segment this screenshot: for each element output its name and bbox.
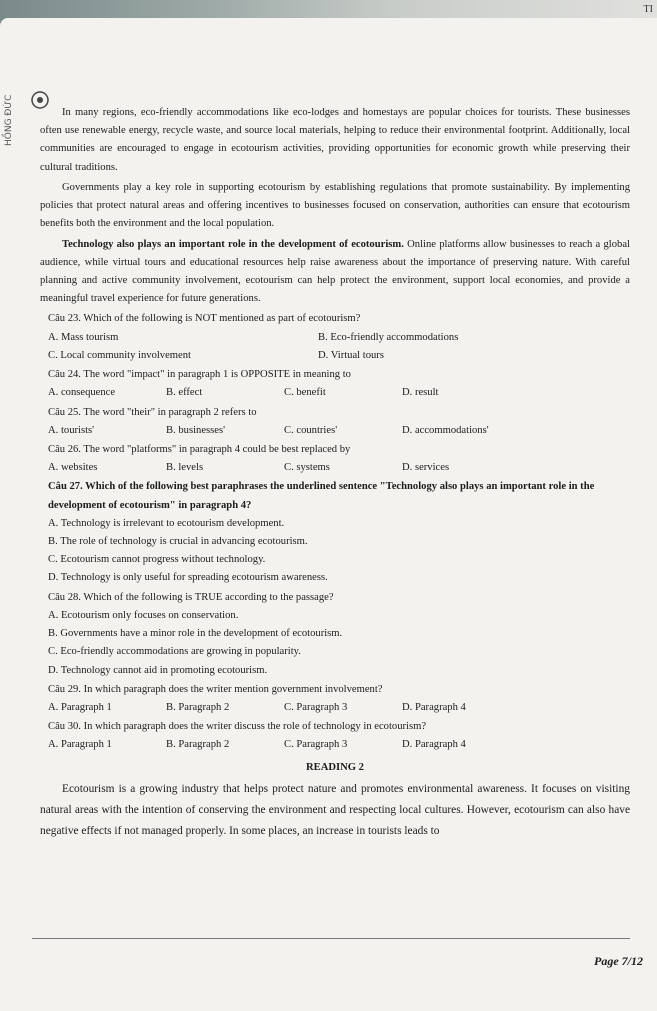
option-d[interactable]: D. Technology cannot aid in promoting ecotourism. <box>48 664 268 676</box>
option-b[interactable]: B. businesses' <box>166 424 226 436</box>
question-25: Câu 25. The word "their" in paragraph 2 refers to <box>48 406 257 418</box>
passage-paragraph-3 <box>40 236 630 309</box>
question-23: Câu 23. Which of the following is NOT mentioned as part of ecotourism? <box>48 313 361 325</box>
option-a[interactable]: A. consequence <box>48 387 116 399</box>
option-c[interactable]: C. Paragraph 3 <box>284 739 348 751</box>
exam-content <box>40 104 630 844</box>
question-23-options <box>48 329 630 347</box>
page-number: Page 7/12 <box>594 954 643 968</box>
question-25-options <box>48 422 630 440</box>
question-26-options <box>48 459 630 477</box>
question-28: Câu 28. Which of the following is TRUE according to the passage? <box>48 591 334 603</box>
option-c[interactable]: C. countries' <box>284 424 338 436</box>
passage-paragraph-2: Governments play a key role in supporting ecotourism by establishing regulations that promote sustainability. By implementing policies that protect natural areas and offering incentives to businesses focused on conservation, authorities can ensure that ecotourism benefits both the environment and the local population. <box>40 181 630 230</box>
option-d[interactable]: D. result <box>402 387 439 399</box>
option-b[interactable]: B. The role of technology is crucial in advancing ecotourism. <box>48 536 308 548</box>
passage-paragraph-3-rest: Online platforms allow businesses to reach a global audience, while virtual tours and educational resources help raise awareness about the importance of preserving nature. With careful planning and active community involvement, ecotourism can help protect the environment, support local economies, and provide a meaningful travel experience for future generations. <box>40 238 630 305</box>
option-a[interactable]: A. tourists' <box>48 424 95 436</box>
passage-paragraph-1: In many regions, eco-friendly accommodations like eco-lodges and homestays are popular choices for tourists. These businesses often use renewable energy, recycle waste, and source local materials, helping to reduce their environmental footprint. Additionally, local communities are encouraged to engage in ecotourism activities, providing opportunities for economic growth while preserving their cultural traditions. <box>40 107 630 173</box>
question-30-options <box>48 736 630 754</box>
footer-divider <box>32 938 630 939</box>
option-c[interactable]: C. benefit <box>284 387 326 399</box>
option-b[interactable]: B. Eco-friendly accommodations <box>318 331 459 343</box>
question-30: Câu 30. In which paragraph does the writer discuss the role of technology in ecotourism? <box>48 721 427 733</box>
option-d[interactable]: D. services <box>402 462 450 474</box>
option-c[interactable]: C. Ecotourism cannot progress without technology. <box>48 554 266 566</box>
option-a[interactable]: A. Ecotourism only focuses on conservation. <box>48 609 239 621</box>
option-a[interactable]: A. Mass tourism <box>48 331 119 343</box>
option-d[interactable]: D. Paragraph 4 <box>402 702 466 713</box>
option-b[interactable]: B. effect <box>166 387 203 399</box>
option-d[interactable]: D. Technology is only useful for spreading ecotourism awareness. <box>48 572 328 584</box>
corner-text: TI <box>643 4 653 15</box>
margin-stamp: HỒNG ĐỨC <box>4 94 14 146</box>
reading-2-paragraph: Ecotourism is a growing industry that helps protect nature and promotes environmental awareness. It focuses on visiting natural areas with the intention of conserving the environment and respecting local cultures. However, ecotourism can also have negative effects if not managed properly. In some places, an increase in tourists leads to <box>40 782 630 838</box>
option-b[interactable]: B. Governments have a minor role in the development of ecotourism. <box>48 628 343 640</box>
question-24: Câu 24. The word "impact" in paragraph 1 is OPPOSITE in meaning to <box>48 369 351 381</box>
underlined-sentence: Technology also plays an important role in the development of ecotourism. <box>62 238 404 250</box>
question-27: Câu 27. Which of the following best paraphrases the underlined sentence "Technology also plays an important role in the development of ecotourism" in paragraph 4? <box>48 481 595 511</box>
question-24-options <box>48 384 630 402</box>
option-a[interactable]: A. websites <box>48 462 98 474</box>
option-c[interactable]: C. Eco-friendly accommodations are growing in popularity. <box>48 646 301 658</box>
option-c[interactable]: C. Paragraph 3 <box>284 702 348 713</box>
option-d[interactable]: D. Virtual tours <box>318 349 384 361</box>
question-29-options <box>48 699 630 717</box>
option-a[interactable]: A. Technology is irrelevant to ecotourism development. <box>48 517 285 529</box>
option-b[interactable]: B. Paragraph 2 <box>166 739 230 751</box>
option-d[interactable]: D. Paragraph 4 <box>402 739 466 751</box>
option-a[interactable]: A. Paragraph 1 <box>48 702 112 713</box>
option-a[interactable]: A. Paragraph 1 <box>48 739 112 751</box>
option-d[interactable]: D. accommodations' <box>402 424 489 436</box>
option-c[interactable]: C. systems <box>284 462 330 474</box>
section-heading-reading-2: READING 2 <box>306 761 364 773</box>
option-b[interactable]: B. levels <box>166 462 204 474</box>
question-29: Câu 29. In which paragraph does the writer mention government involvement? <box>48 683 383 695</box>
question-26: Câu 26. The word "platforms" in paragraph 4 could be best replaced by <box>48 443 351 455</box>
option-b[interactable]: B. Paragraph 2 <box>166 702 230 713</box>
option-c[interactable]: C. Local community involvement <box>48 349 191 361</box>
question-23-options-2 <box>48 347 630 365</box>
